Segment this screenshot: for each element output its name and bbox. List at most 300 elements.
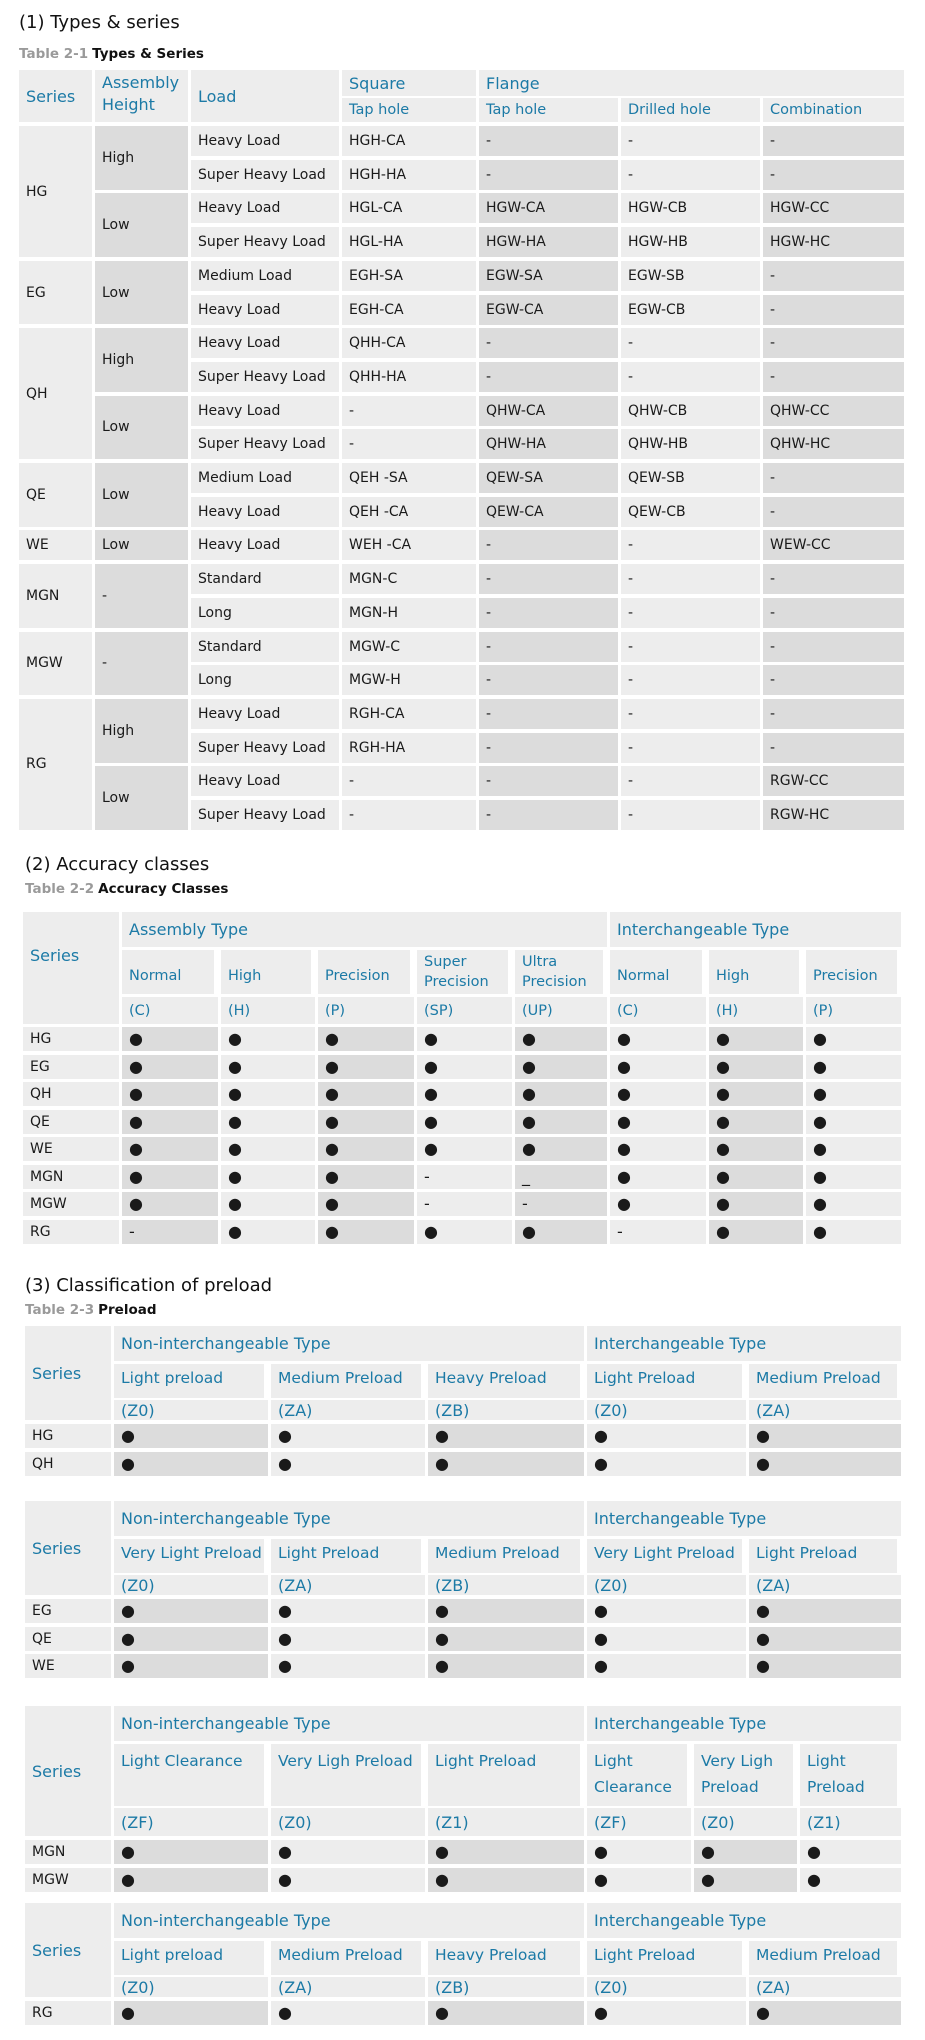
accuracy-mark: - [515,1192,607,1216]
accuracy-mark: ● [318,1220,414,1244]
preload-mark: ● [271,1424,425,1448]
accuracy-mark: ● [122,1137,218,1161]
model-code-cell: - [479,665,618,695]
accuracy-mark: ● [417,1137,512,1161]
series-cell: HG [25,1424,111,1448]
preload-mark: ● [428,1424,584,1448]
model-code-cell: - [479,766,618,796]
model-code-cell: RGW-HC [763,800,904,830]
header-series: Series [25,1326,111,1420]
series-cell: MGW [23,1192,119,1216]
header-assembly-height: Assembly Height [95,70,188,122]
preload-mark: ● [749,1599,901,1623]
column-name: Normal [610,950,702,994]
column-name: High [709,950,799,994]
table-caption-2-1 [19,46,204,62]
column-code: (H) [709,997,803,1024]
column-name: Very Ligh Preload [271,1744,421,1806]
assembly-height-cell: High [95,328,188,392]
accuracy-mark: ● [221,1220,315,1244]
model-code-cell: - [479,800,618,830]
series-cell: MGN [25,1840,111,1864]
accuracy-mark: ● [709,1110,803,1134]
preload-mark: ● [587,1452,746,1476]
accuracy-mark: ● [709,1137,803,1161]
model-code-cell: QEW-SB [621,463,760,493]
header-series: Series [25,1706,111,1836]
column-name: Light Preload [800,1744,897,1806]
column-code: (ZF) [587,1808,691,1836]
accuracy-mark: ● [318,1137,414,1161]
series-cell: QH [23,1082,119,1106]
caption-number: Table 2-1 [19,46,89,62]
column-code: (ZA) [749,1575,901,1595]
model-code-cell: - [621,733,760,763]
accuracy-mark: ● [122,1192,218,1216]
model-code-cell: - [763,261,904,291]
accuracy-mark: ● [610,1137,706,1161]
accuracy-mark: ● [417,1055,512,1079]
model-code-cell: - [621,362,760,392]
header-interchangeable-type: Interchangeable Type [587,1501,901,1536]
accuracy-mark: ● [610,1192,706,1216]
column-code: (Z0) [114,1977,268,1997]
load-cell: Long [191,598,339,628]
header-assembly-type: Assembly Type [122,912,607,947]
model-code-cell: - [621,530,760,560]
model-code-cell: QEW-CA [479,497,618,527]
accuracy-mark: ● [515,1220,607,1244]
series-cell: MGW [25,1868,111,1892]
series-cell: WE [25,1654,111,1678]
header-flange-tap-hole: Tap hole [479,98,618,122]
header-combination: Combination [763,98,904,122]
model-code-cell: RGH-HA [342,733,476,763]
header-non-interchangeable-type: Non-interchangeable Type [114,1326,584,1361]
series-cell: EG [23,1055,119,1079]
column-name: Light Clearance [587,1744,687,1806]
column-name: Medium Preload [271,1364,421,1398]
preload-mark: ● [114,1424,268,1448]
preload-mark: ● [428,1840,584,1864]
model-code-cell: HGL-CA [342,193,476,223]
model-code-cell: EGH-CA [342,295,476,325]
accuracy-mark: ● [806,1137,901,1161]
preload-mark: ● [587,1424,746,1448]
caption-number: Table 2-2 [25,881,95,897]
assembly-height-cell: High [95,699,188,763]
preload-mark: ● [800,1868,901,1892]
accuracy-mark: ● [709,1027,803,1051]
preload-mark: ● [587,1840,691,1864]
model-code-cell: WEH -CA [342,530,476,560]
model-code-cell: QHW-CA [479,396,618,426]
model-code-cell: QEW-SA [479,463,618,493]
model-code-cell: - [763,564,904,594]
preload-mark: ● [271,1868,425,1892]
preload-mark: ● [428,1599,584,1623]
column-name: Ultra Precision [515,950,603,994]
series-cell: QE [19,463,92,527]
load-cell: Heavy Load [191,699,339,729]
model-code-cell: - [621,598,760,628]
column-name: Precision [318,950,410,994]
header-load: Load [191,70,339,122]
preload-mark: ● [271,1599,425,1623]
model-code-cell: QEH -SA [342,463,476,493]
load-cell: Super Heavy Load [191,362,339,392]
series-cell: HG [19,126,92,257]
model-code-cell: HGW-CC [763,193,904,223]
load-cell: Heavy Load [191,193,339,223]
header-series: Series [19,70,92,122]
model-code-cell: EGH-SA [342,261,476,291]
model-code-cell: HGW-HC [763,227,904,257]
model-code-cell: - [479,598,618,628]
accuracy-mark: ● [122,1055,218,1079]
model-code-cell: - [763,362,904,392]
column-name: Light Clearance [114,1744,264,1806]
accuracy-mark: ● [610,1110,706,1134]
accuracy-mark: ● [806,1192,901,1216]
column-code: (ZB) [428,1400,584,1420]
preload-mark: ● [694,1868,797,1892]
preload-mark: ● [114,1868,268,1892]
header-drilled-hole: Drilled hole [621,98,760,122]
preload-mark: ● [428,1654,584,1678]
preload-mark: ● [271,1840,425,1864]
model-code-cell: - [763,632,904,662]
header-flange: Flange [479,70,904,96]
column-code: (H) [221,997,315,1024]
model-code-cell: HGH-CA [342,126,476,156]
load-cell: Medium Load [191,261,339,291]
accuracy-mark: - [417,1192,512,1216]
model-code-cell: QHW-HB [621,429,760,459]
accuracy-mark: - [610,1220,706,1244]
preload-mark: ● [749,1452,901,1476]
column-name: Medium Preload [749,1364,897,1398]
model-code-cell: - [621,564,760,594]
section-title-accuracy: (2) Accuracy classes [25,854,210,875]
preload-mark: ● [428,1627,584,1651]
accuracy-mark: ● [318,1110,414,1134]
series-cell: RG [23,1220,119,1244]
accuracy-mark: ● [122,1110,218,1134]
load-cell: Super Heavy Load [191,800,339,830]
column-name: Very Light Preload [587,1539,742,1573]
model-code-cell: - [479,564,618,594]
accuracy-mark: ● [610,1027,706,1051]
preload-mark: ● [749,1627,901,1651]
column-name: Very Ligh Preload [694,1744,793,1806]
model-code-cell: QEW-CB [621,497,760,527]
load-cell: Heavy Load [191,766,339,796]
accuracy-mark: ● [709,1192,803,1216]
accuracy-mark: ● [221,1165,315,1189]
column-name: Light Preload [587,1941,742,1975]
assembly-height-cell: Low [95,396,188,460]
model-code-cell: MGW-C [342,632,476,662]
load-cell: Super Heavy Load [191,227,339,257]
accuracy-mark: ● [318,1027,414,1051]
preload-mark: ● [271,2001,425,2025]
accuracy-mark: ● [709,1220,803,1244]
accuracy-mark: ● [221,1137,315,1161]
table-caption-2-2 [25,881,228,897]
model-code-cell: - [479,160,618,190]
accuracy-mark: ● [318,1082,414,1106]
preload-mark: ● [114,1627,268,1651]
column-name: Light Preload [428,1744,580,1806]
accuracy-mark: ● [610,1055,706,1079]
column-name: Light preload [114,1364,264,1398]
column-code: (ZA) [749,1977,901,1997]
column-name: Medium Preload [271,1941,421,1975]
preload-mark: ● [428,1452,584,1476]
series-cell: WE [19,530,92,560]
column-code: (Z1) [800,1808,901,1836]
preload-mark: ● [271,1627,425,1651]
model-code-cell: - [763,160,904,190]
column-code: (UP) [515,997,607,1024]
model-code-cell: - [763,295,904,325]
accuracy-mark: ● [221,1110,315,1134]
column-code: (Z0) [587,1575,746,1595]
model-code-cell: - [621,632,760,662]
accuracy-mark: ● [221,1055,315,1079]
series-cell: MGW [19,632,92,696]
header-non-interchangeable-type: Non-interchangeable Type [114,1501,584,1536]
model-code-cell: HGH-HA [342,160,476,190]
section-title-types-series: (1) Types & series [19,12,180,33]
accuracy-mark: ● [318,1055,414,1079]
accuracy-mark: ● [122,1082,218,1106]
column-name: Light Preload [271,1539,421,1573]
accuracy-mark: ● [417,1220,512,1244]
model-code-cell: QEH -CA [342,497,476,527]
accuracy-mark: ● [806,1110,901,1134]
model-code-cell: - [763,598,904,628]
column-name: Light Preload [749,1539,897,1573]
header-non-interchangeable-type: Non-interchangeable Type [114,1903,584,1938]
accuracy-mark: ● [122,1165,218,1189]
series-cell: WE [23,1137,119,1161]
model-code-cell: QHW-CC [763,396,904,426]
model-code-cell: MGN-C [342,564,476,594]
column-name: Very Light Preload [114,1539,264,1573]
model-code-cell: - [342,429,476,459]
accuracy-mark: ● [417,1027,512,1051]
series-cell: QE [25,1627,111,1651]
assembly-height-cell: Low [95,766,188,830]
load-cell: Heavy Load [191,497,339,527]
preload-mark: ● [800,1840,901,1864]
preload-mark: ● [114,1654,268,1678]
model-code-cell: - [763,497,904,527]
column-name: Medium Preload [428,1539,580,1573]
load-cell: Heavy Load [191,328,339,358]
column-name: Normal [122,950,214,994]
model-code-cell: - [342,800,476,830]
header-square: Square [342,70,476,96]
preload-mark: ● [271,1452,425,1476]
accuracy-mark: _ [515,1165,607,1189]
series-cell: MGN [19,564,92,628]
model-code-cell: - [479,362,618,392]
preload-mark: ● [114,2001,268,2025]
accuracy-mark: ● [709,1165,803,1189]
caption-name: Preload [98,1302,157,1318]
model-code-cell: EGW-SA [479,261,618,291]
series-cell: EG [25,1599,111,1623]
header-square-tap-hole: Tap hole [342,98,476,122]
model-code-cell: - [763,665,904,695]
accuracy-mark: ● [806,1220,901,1244]
accuracy-mark: ● [221,1192,315,1216]
model-code-cell: EGW-CA [479,295,618,325]
column-code: (Z0) [587,1400,746,1420]
load-cell: Long [191,665,339,695]
column-name: Light preload [114,1941,264,1975]
column-name: Heavy Preload [428,1364,580,1398]
series-cell: HG [23,1027,119,1051]
model-code-cell: HGW-CB [621,193,760,223]
model-code-cell: - [342,396,476,426]
accuracy-mark: ● [221,1082,315,1106]
series-cell: EG [19,261,92,325]
preload-mark: ● [587,1868,691,1892]
column-code: (ZA) [271,1977,425,1997]
model-code-cell: - [342,766,476,796]
section-title-preload: (3) Classification of preload [25,1275,273,1296]
column-code: (ZF) [114,1808,268,1836]
column-code: (P) [318,997,414,1024]
preload-mark: ● [114,1840,268,1864]
load-cell: Heavy Load [191,396,339,426]
assembly-height-cell: - [95,632,188,696]
assembly-height-cell: High [95,126,188,190]
model-code-cell: - [479,530,618,560]
assembly-height-cell: Low [95,193,188,257]
column-code: (SP) [417,997,512,1024]
model-code-cell: - [763,733,904,763]
header-interchangeable-type: Interchangeable Type [587,1326,901,1361]
accuracy-mark: ● [417,1110,512,1134]
model-code-cell: - [621,665,760,695]
model-code-cell: - [621,328,760,358]
accuracy-mark: ● [806,1055,901,1079]
accuracy-mark: ● [122,1027,218,1051]
series-cell: QE [23,1110,119,1134]
column-name: Super Precision [417,950,508,994]
header-non-interchangeable-type: Non-interchangeable Type [114,1706,584,1741]
preload-mark: ● [428,1868,584,1892]
accuracy-mark: ● [515,1110,607,1134]
preload-mark: ● [587,1599,746,1623]
assembly-height-cell: Low [95,463,188,527]
load-cell: Super Heavy Load [191,429,339,459]
model-code-cell: HGW-CA [479,193,618,223]
column-name: Medium Preload [749,1941,897,1975]
model-code-cell: - [763,126,904,156]
column-code: (Z0) [114,1400,268,1420]
model-code-cell: - [621,126,760,156]
model-code-cell: QHW-CB [621,396,760,426]
model-code-cell: EGW-SB [621,261,760,291]
load-cell: Super Heavy Load [191,733,339,763]
model-code-cell: - [479,733,618,763]
header-interchangeable-type: Interchangeable Type [610,912,901,947]
preload-mark: ● [587,1627,746,1651]
preload-mark: ● [694,1840,797,1864]
model-code-cell: - [621,160,760,190]
load-cell: Heavy Load [191,530,339,560]
model-code-cell: QHW-HA [479,429,618,459]
accuracy-mark: ● [806,1027,901,1051]
accuracy-mark: ● [806,1082,901,1106]
series-cell: RG [19,699,92,830]
accuracy-mark: - [417,1165,512,1189]
accuracy-mark: ● [515,1082,607,1106]
header-series: Series [23,912,119,1024]
column-code: (ZA) [271,1400,425,1420]
preload-mark: ● [749,1654,901,1678]
header-interchangeable-type: Interchangeable Type [587,1903,901,1938]
model-code-cell: RGH-CA [342,699,476,729]
column-code: (ZB) [428,1575,584,1595]
accuracy-mark: ● [610,1082,706,1106]
preload-mark: ● [749,1424,901,1448]
caption-number: Table 2-3 [25,1302,95,1318]
model-code-cell: - [621,766,760,796]
header-interchangeable-type: Interchangeable Type [587,1706,901,1741]
model-code-cell: - [763,463,904,493]
accuracy-mark: ● [709,1055,803,1079]
column-code: (Z0) [271,1808,425,1836]
model-code-cell: WEW-CC [763,530,904,560]
model-code-cell: QHW-HC [763,429,904,459]
model-code-cell: RGW-CC [763,766,904,796]
accuracy-mark: ● [515,1055,607,1079]
column-code: (C) [122,997,218,1024]
load-cell: Heavy Load [191,126,339,156]
column-code: (ZA) [749,1400,901,1420]
load-cell: Super Heavy Load [191,160,339,190]
column-name: Precision [806,950,897,994]
model-code-cell: - [479,699,618,729]
preload-mark: ● [114,1599,268,1623]
table-caption-2-3 [25,1302,157,1318]
column-code: (C) [610,997,706,1024]
model-code-cell: HGW-HB [621,227,760,257]
preload-mark: ● [587,1654,746,1678]
model-code-cell: HGW-HA [479,227,618,257]
column-name: Light Preload [587,1364,742,1398]
column-name: Heavy Preload [428,1941,580,1975]
load-cell: Heavy Load [191,295,339,325]
model-code-cell: EGW-CB [621,295,760,325]
model-code-cell: - [621,699,760,729]
caption-name: Types & Series [92,46,204,62]
accuracy-mark: ● [515,1137,607,1161]
load-cell: Standard [191,632,339,662]
model-code-cell: - [763,699,904,729]
column-code: (ZA) [271,1575,425,1595]
column-code: (Z1) [428,1808,584,1836]
series-cell: QH [25,1452,111,1476]
model-code-cell: - [479,328,618,358]
